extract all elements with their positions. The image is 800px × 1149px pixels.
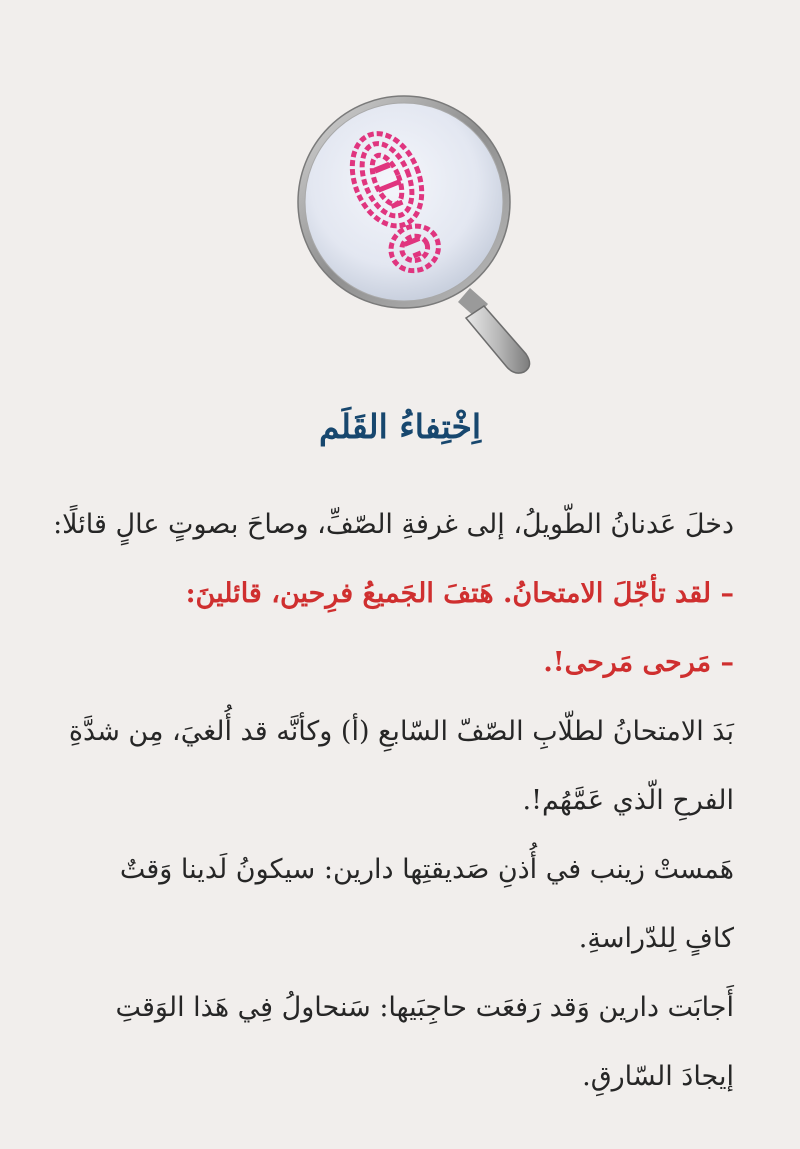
story-line-dialogue: – مَرحى مَرحى!. (543, 647, 734, 678)
story-line: إيجادَ السّارقِ. (582, 1061, 734, 1092)
magnifying-glass-icon (288, 92, 538, 374)
story-line: بَدَ الامتحانُ لطلّابِ الصّفّ السّابعِ (أ) وكأنَّه قد أُلغيَ، مِن شدَّةِ (68, 716, 734, 747)
story-line: هَمستْ زينب في أُذنِ صَديقتِها دارين: سيكونُ لَدينا وَقتٌ (119, 854, 734, 885)
page-title: اِخْتِفاءُ القَلَم (318, 407, 482, 446)
story-line: أَجابَت دارين وَقد رَفعَت حاجِبَيها: سَنحاولُ فِي هَذا الوَقتِ (115, 992, 734, 1023)
story-line: كافٍ لِلدّراسةِ. (578, 923, 734, 954)
story-line-dialogue: – لقد تأجّلَ الامتحانُ. هَتفَ الجَميعُ فرِحين، قائلينَ: (185, 578, 734, 609)
story-line: دخلَ عَدنانُ الطّويلُ، إلى غرفةِ الصّفِّ، وصاحَ بصوتٍ عالٍ قائلًا: (53, 509, 734, 540)
story-text (53, 490, 734, 1111)
magnifier-handle (458, 288, 530, 373)
story-line: الفرحِ الّذي عَمَّهُم!. (522, 785, 734, 816)
